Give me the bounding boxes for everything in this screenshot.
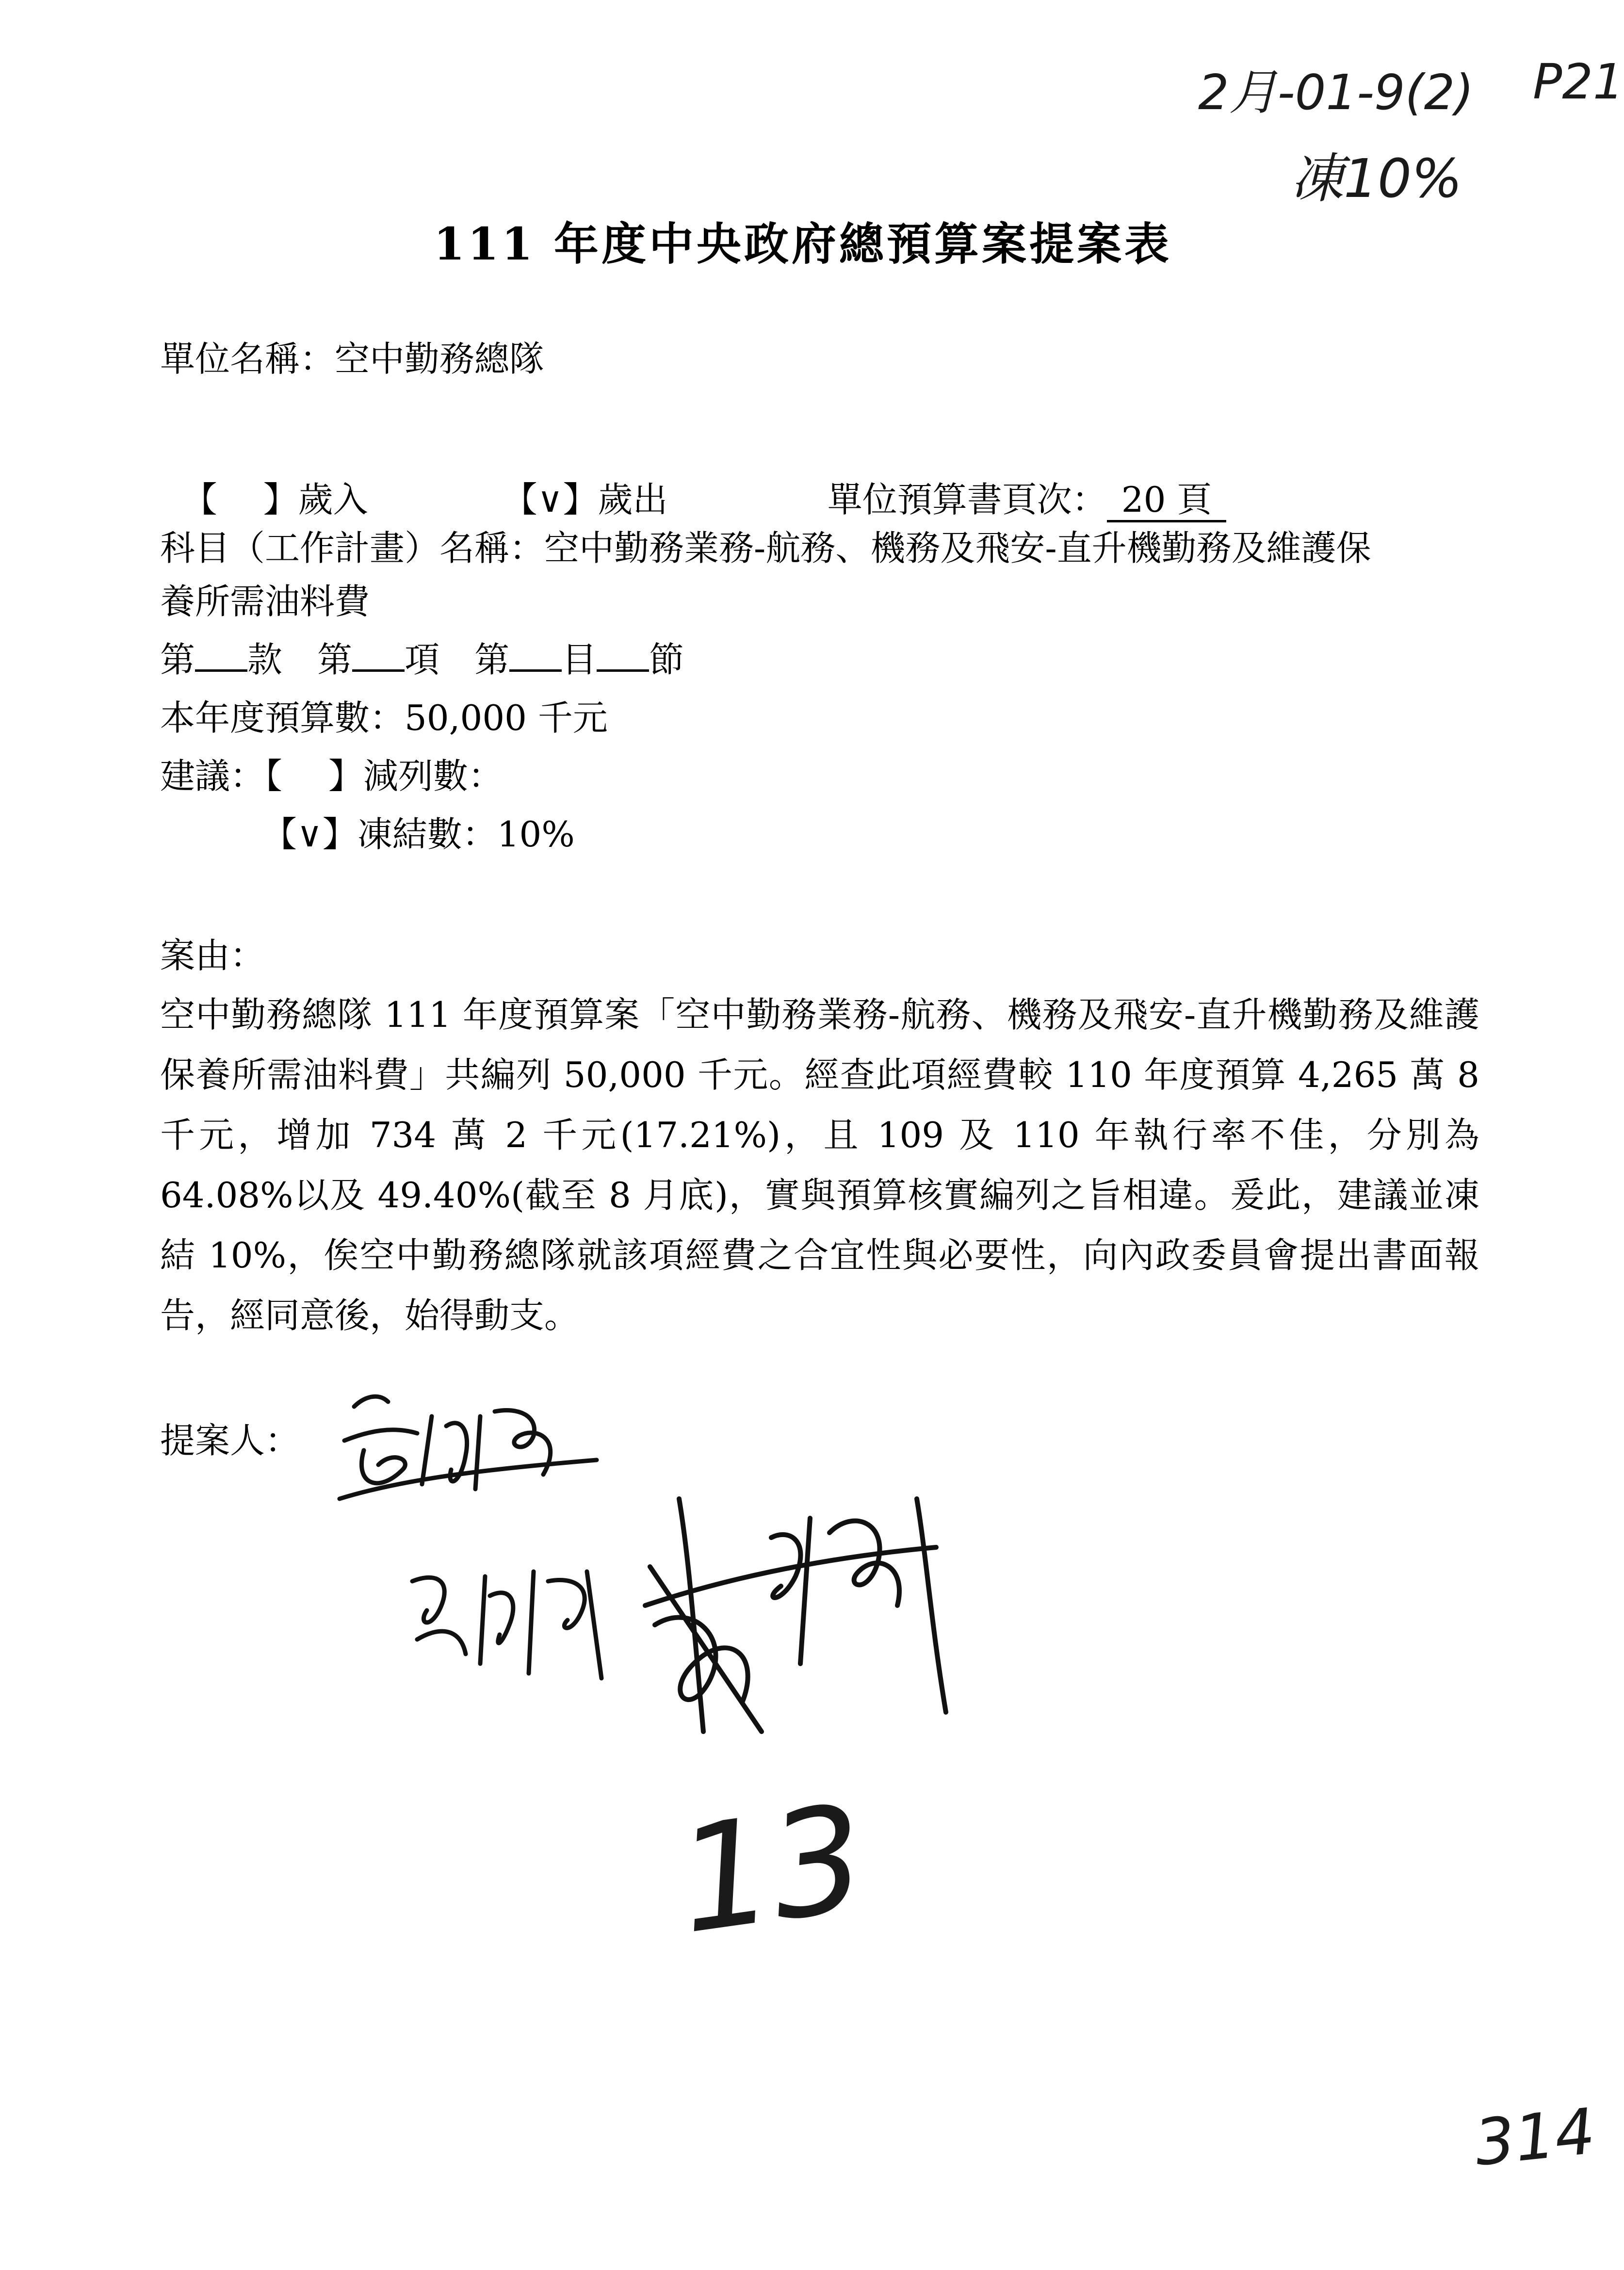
- page-title: 111 年度中央政府總預算案提案表: [433, 218, 1172, 270]
- reason-text: 空中勤務總隊 111 年度預算案「空中勤務業務-航務、機務及飛安-直升機勤務及維護保養所需油料費」共編列 50,000 千元。經查此項經費較 110 年度預算 4,265 萬 8 千元，增加 734 萬 2 千元(17.21%)，且 109 及 110 年執行率不佳，分別為 64.08%以及 49.40%(截至 8 月底)，實與預算核實編列之旨相違。爰此，建議並凍結 10%，俟空中勤務總隊就該項經費之合宜性與必要性，向內政委員會提出書面報告，經同意後，始得動支。: [160, 994, 1479, 1336]
- income-checkbox: 【 】: [182, 479, 298, 520]
- section-xiang: 項: [405, 639, 440, 680]
- reduce-checkbox: 【 】: [265, 756, 363, 796]
- subject-line-2: 養所需油料費: [160, 581, 370, 622]
- suggestion-reduce-row: [160, 752, 503, 800]
- unit-name: 空中勤務總隊: [335, 339, 545, 379]
- expense-checkbox: 【∨】: [502, 479, 598, 520]
- section-blank-kuan: [195, 635, 247, 672]
- section-blank-xiang: [352, 635, 405, 672]
- subject-line-1: 科目（工作計畫）名稱：空中勤務業務-航務、機務及飛安-直升機勤務及維護保: [160, 528, 1371, 568]
- page-ref-value: 20 頁: [1107, 479, 1227, 522]
- freeze-label: 凍結數：10%: [357, 814, 575, 855]
- margin-note-page-ref: P21: [1533, 53, 1624, 110]
- unit-row: [160, 335, 544, 383]
- section-blank-mu: [509, 635, 562, 672]
- page-ref-label: 單位預算書頁次：: [827, 479, 1107, 520]
- page-ref-row: [805, 427, 1226, 524]
- budget-type-row: [160, 427, 368, 524]
- signature-3: [635, 1479, 951, 1751]
- unit-label: 單位名稱：: [160, 339, 335, 379]
- suggestion-freeze-row: [262, 810, 575, 859]
- income-label: 歲入: [298, 479, 368, 520]
- annual-budget: 本年度預算數：50,000 千元: [160, 697, 608, 738]
- section-kuan: 款: [247, 639, 283, 680]
- section-line: [160, 635, 684, 684]
- expense-row: [480, 427, 668, 524]
- section-blank-jie: [597, 635, 649, 672]
- section-di-3: 第: [474, 639, 510, 680]
- expense-label: 歲出: [598, 479, 668, 520]
- handwritten-page-number: 314: [1471, 2094, 1599, 2180]
- proposer-label: 提案人：: [160, 1420, 300, 1461]
- reason-label: 案由：: [160, 935, 265, 976]
- handwritten-sequence-number: 13: [668, 1773, 876, 1966]
- freeze-checkbox: 【∨】: [262, 814, 357, 855]
- signature-2: [398, 1552, 621, 1688]
- margin-note-freeze: 凍10%: [1290, 147, 1462, 210]
- section-di-1: 第: [160, 639, 195, 680]
- section-mu: 目: [562, 639, 597, 680]
- section-jie: 節: [649, 639, 684, 680]
- margin-note-code: 2月-01-9(2): [1198, 64, 1474, 121]
- reduce-label: 減列數：: [363, 756, 503, 796]
- suggestion-label: 建議：: [160, 756, 265, 796]
- signature-1: [335, 1387, 606, 1523]
- section-di-2: 第: [317, 639, 353, 680]
